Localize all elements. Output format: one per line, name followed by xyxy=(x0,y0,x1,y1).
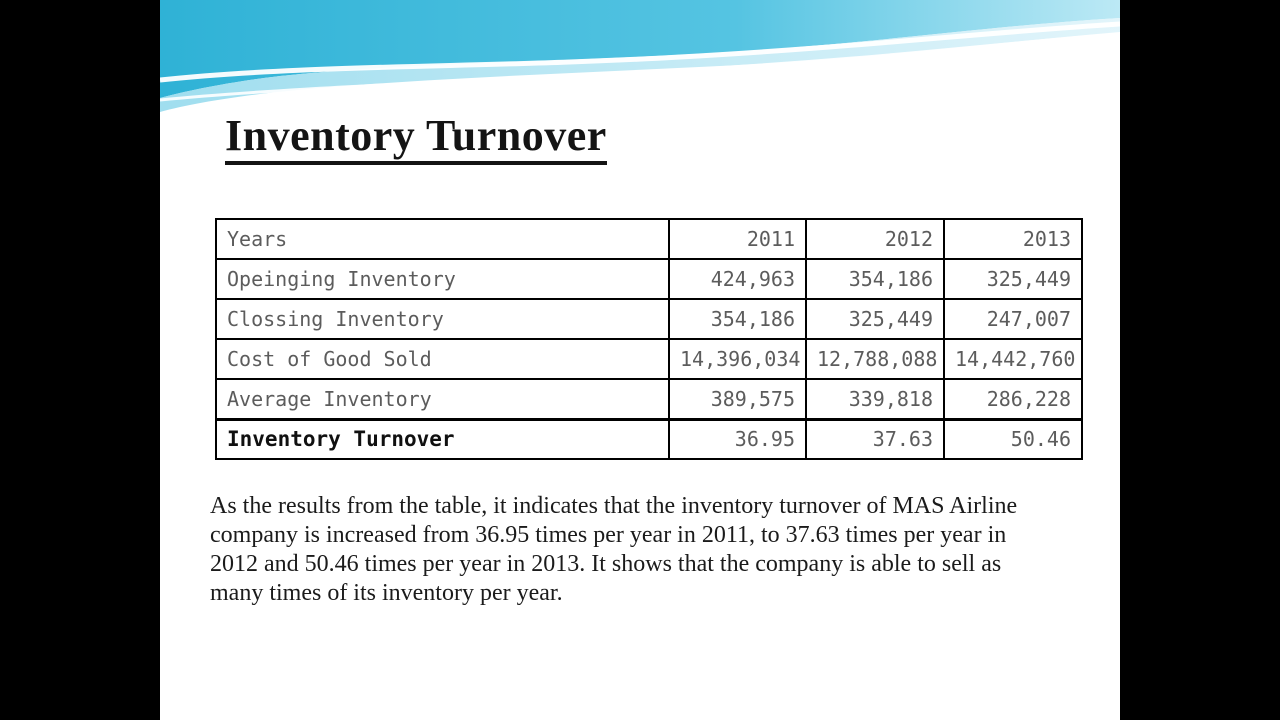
table-header-year: 2012 xyxy=(806,219,944,259)
table-header-row xyxy=(216,219,1082,259)
analysis-paragraph: As the results from the table, it indicates that the inventory turnover of MAS Airline company is increased from 36.95 times per year in 2011, to 37.63 times per year in 2012 and 50.46 times per year in 2013. It shows that the company is able to sell as many times of its inventory per year. xyxy=(210,493,1018,606)
table-row xyxy=(216,419,1082,459)
table-row xyxy=(216,339,1082,379)
value-cell: 36.95 xyxy=(669,419,806,459)
slide xyxy=(160,0,1120,720)
row-label-cell: Clossing Inventory xyxy=(216,299,669,339)
table-header-label: Years xyxy=(216,219,669,259)
value-cell: 325,449 xyxy=(944,259,1082,299)
row-label-cell: Opeinging Inventory xyxy=(216,259,669,299)
value-cell: 12,788,088 xyxy=(806,339,944,379)
value-cell: 424,963 xyxy=(669,259,806,299)
value-cell: 247,007 xyxy=(944,299,1082,339)
table-row xyxy=(216,299,1082,339)
table-header-year: 2011 xyxy=(669,219,806,259)
value-cell: 389,575 xyxy=(669,379,806,419)
row-label-cell: Cost of Good Sold xyxy=(216,339,669,379)
table-row xyxy=(216,379,1082,419)
row-label-cell: Inventory Turnover xyxy=(216,419,669,459)
value-cell: 286,228 xyxy=(944,379,1082,419)
value-cell: 354,186 xyxy=(806,259,944,299)
inventory-table xyxy=(215,218,1083,460)
value-cell: 325,449 xyxy=(806,299,944,339)
page-title: Inventory Turnover xyxy=(225,112,607,165)
row-label-cell: Average Inventory xyxy=(216,379,669,419)
value-cell: 14,396,034 xyxy=(669,339,806,379)
value-cell: 14,442,760 xyxy=(944,339,1082,379)
value-cell: 37.63 xyxy=(806,419,944,459)
table-row xyxy=(216,259,1082,299)
value-cell: 354,186 xyxy=(669,299,806,339)
value-cell: 339,818 xyxy=(806,379,944,419)
wave-decoration xyxy=(160,0,1120,125)
table-header-year: 2013 xyxy=(944,219,1082,259)
value-cell: 50.46 xyxy=(944,419,1082,459)
